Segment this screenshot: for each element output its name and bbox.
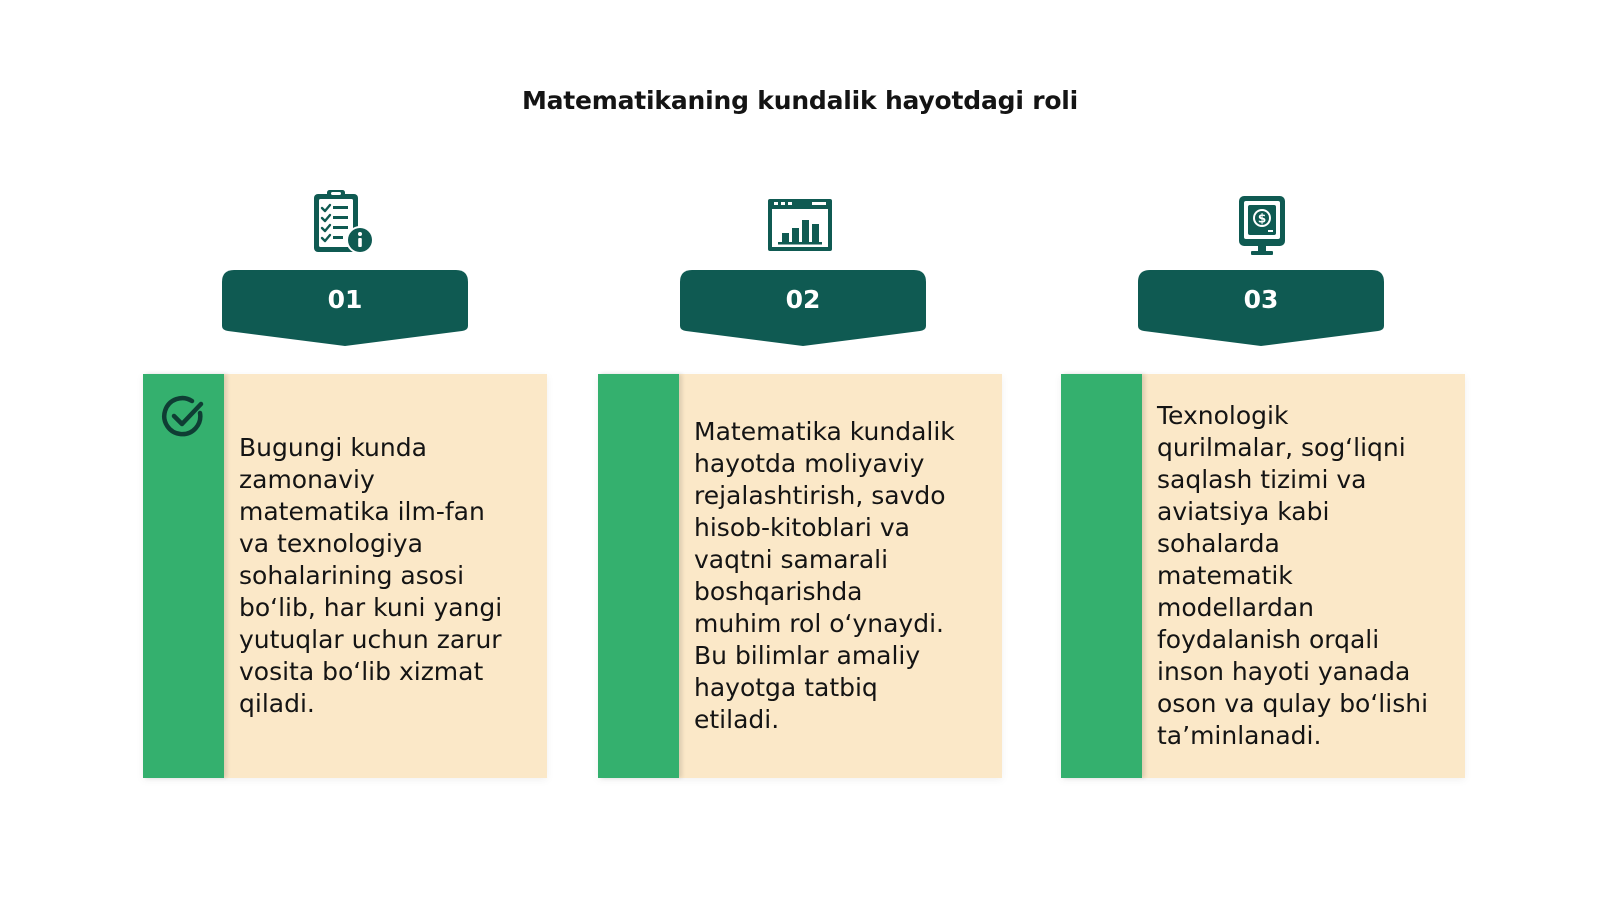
- step-badge: [222, 270, 468, 346]
- step-description: Matematika kundalik hayotda moliyaviy rejalashtirish, savdo hisob-kitoblari va vaqtni samarali boshqarishda muhim rol o‘ynaydi. Bu bilimlar amaliy hayotga tatbiq etiladi.: [694, 417, 955, 734]
- svg-text:$: $: [1257, 211, 1267, 226]
- step-card: [598, 374, 1002, 778]
- checklist-info-icon: [310, 188, 380, 258]
- step-number: 03: [1243, 285, 1279, 314]
- step-number: 02: [785, 285, 821, 314]
- money-device-icon: [1227, 188, 1297, 258]
- step-card: [1061, 374, 1465, 778]
- step-number: 01: [327, 285, 363, 314]
- step-card: [143, 374, 547, 778]
- check-circle-icon: [161, 394, 207, 440]
- card-accent-strip: [143, 374, 224, 778]
- step-description: Bugungi kunda zamonaviy matematika ilm-fan va texnologiya sohalarining asosi bo‘lib, har kuni yangi yutuqlar uchun zarur vosita bo‘lib xizmat qiladi.: [239, 433, 503, 718]
- step-badge: [680, 270, 926, 346]
- step-description: Texnologik qurilmalar, sog‘liqni saqlash tizimi va aviatsiya kabi sohalarda matematik modellardan foydalanish orqali inson hayoti yanada oson va qulay bo‘lishi ta’minlanadi.: [1157, 401, 1429, 750]
- bar-chart-window-icon: [765, 188, 835, 258]
- step-badge: [1138, 270, 1384, 346]
- card-accent-strip: [1061, 374, 1142, 778]
- diagram-title: Matematikaning kundalik hayotdagi roli: [521, 86, 1079, 115]
- card-accent-strip: [598, 374, 679, 778]
